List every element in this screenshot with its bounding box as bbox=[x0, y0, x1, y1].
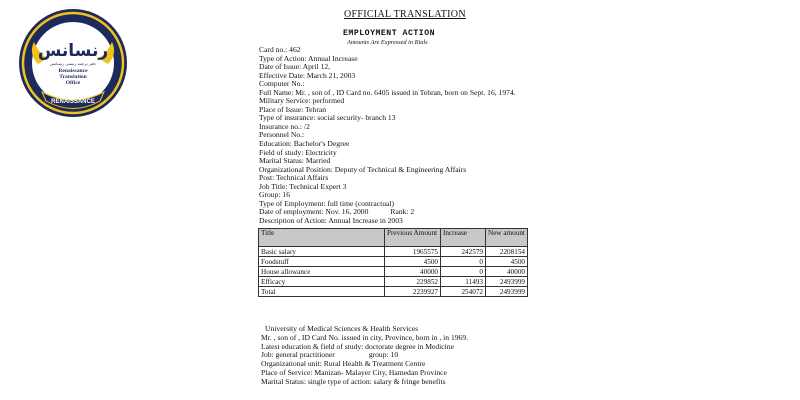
table-row bbox=[259, 247, 528, 257]
row-previous: 1965575 bbox=[385, 247, 441, 257]
logo-line-renaissance: Renaissance bbox=[58, 68, 88, 74]
field-line: Marital Status: Married bbox=[259, 156, 331, 166]
field-line: Job Title: Technical Expert 3 bbox=[259, 181, 347, 191]
field-line: Place of Issue: Tehran bbox=[259, 104, 327, 114]
row-previous: 40000 bbox=[385, 267, 441, 277]
field-line: Date of Issue: April 12, bbox=[259, 62, 331, 72]
row-title: Basic salary bbox=[259, 247, 385, 257]
second-doc-line: Organizational unit: Rural Health & Treatment Centre bbox=[261, 359, 426, 368]
salary-table bbox=[258, 228, 528, 297]
field-line: Effective Date: March 21, 2003 bbox=[259, 70, 356, 80]
description-line: Description of Action: Annual Increase in 2003 bbox=[259, 215, 403, 225]
second-document bbox=[261, 325, 468, 386]
row-new: 2493999 bbox=[486, 287, 528, 297]
field-line: Type of Employment: full time (contractual) bbox=[259, 198, 395, 208]
table-row bbox=[259, 257, 528, 267]
logo-banner-text: RENAISSANCE bbox=[51, 99, 95, 105]
table-row bbox=[259, 267, 528, 277]
field-line: Card no.: 462 bbox=[259, 45, 301, 54]
header-title: Title bbox=[259, 229, 385, 247]
row-new: 40000 bbox=[486, 267, 528, 277]
second-doc-line: Marital Status: single type of action: salary & fringe benefits bbox=[261, 376, 446, 386]
field-line: Personnel No.: bbox=[259, 130, 305, 140]
field-line: Full Name: Mr. , son of , ID Card no. 6405 issued in Tehran, born on Sept. 16, 1974. bbox=[259, 87, 516, 97]
row-previous: 2239927 bbox=[385, 287, 441, 297]
row-title: Total bbox=[259, 287, 385, 297]
row-title: House allowance bbox=[259, 267, 385, 277]
field-line: Insurance no.: /2 bbox=[259, 121, 310, 131]
table-row bbox=[259, 287, 528, 297]
header-new: New amount bbox=[486, 229, 528, 247]
row-increase: 11493 bbox=[441, 277, 486, 287]
row-increase: 242579 bbox=[441, 247, 486, 257]
field-line: Type of insurance: social security- branch 13 bbox=[259, 113, 396, 123]
rank: Rank: 2 bbox=[390, 207, 415, 217]
field-line: Organizational Position: Deputy of Technical & Engineering Affairs bbox=[259, 164, 467, 174]
field-line: Military Service: performed bbox=[259, 96, 345, 106]
field-line: Education: Bachelor's Degree bbox=[259, 139, 350, 149]
row-title: Foodstuff bbox=[259, 257, 385, 267]
renaissance-logo bbox=[18, 8, 128, 118]
row-increase: 0 bbox=[441, 257, 486, 267]
logo-arabic-line: دفتر ترجمه رسمی رنسانس bbox=[49, 61, 97, 66]
row-increase: 254072 bbox=[441, 287, 486, 297]
field-line: Field of study: Electricity bbox=[259, 147, 337, 157]
field-line: Post: Technical Affairs bbox=[259, 173, 329, 183]
row-previous: 4500 bbox=[385, 257, 441, 267]
amounts-note: Amounts Are Expressed in Rials bbox=[347, 39, 428, 46]
table-row bbox=[259, 277, 528, 287]
table-header-row bbox=[259, 229, 528, 247]
logo-script-text: رنسانس bbox=[37, 41, 109, 61]
logo-line-translation: Translation bbox=[59, 74, 87, 80]
header-increase: Increase bbox=[441, 229, 486, 247]
second-doc-line: University of Medical Sciences & Health Services bbox=[265, 324, 419, 333]
job: Job: general practitioner bbox=[261, 350, 335, 360]
document-title: OFFICIAL TRANSLATION bbox=[344, 9, 466, 20]
row-increase: 0 bbox=[441, 267, 486, 277]
row-title: Efficacy bbox=[259, 277, 385, 287]
second-doc-line: Mr. , son of , ID Card No. issued in city, Province, born in , in 1969. bbox=[261, 332, 469, 342]
row-new: 4500 bbox=[486, 257, 528, 267]
logo-line-office: Office bbox=[65, 80, 81, 86]
row-new: 2493999 bbox=[486, 277, 528, 287]
field-line: Computer No.: bbox=[259, 79, 305, 89]
field-line: Type of Action: Annual Increase bbox=[259, 53, 358, 63]
second-doc-line: Place of Service: Manizan- Malayer City, Hamedan Province bbox=[261, 367, 447, 377]
employment-date: Date of employment: Nov. 16, 2000 bbox=[259, 207, 369, 217]
document-subtitle: EMPLOYMENT ACTION bbox=[343, 29, 436, 38]
row-previous: 229852 bbox=[385, 277, 441, 287]
field-line: Group: 16 bbox=[259, 190, 291, 200]
row-new: 2208154 bbox=[486, 247, 528, 257]
header-previous: Previous Amount bbox=[385, 229, 441, 247]
group: group: 10 bbox=[368, 350, 399, 360]
second-doc-line: Latest education & field of study: doctorate degree in Medicine bbox=[261, 341, 454, 351]
employment-fields bbox=[259, 46, 516, 225]
